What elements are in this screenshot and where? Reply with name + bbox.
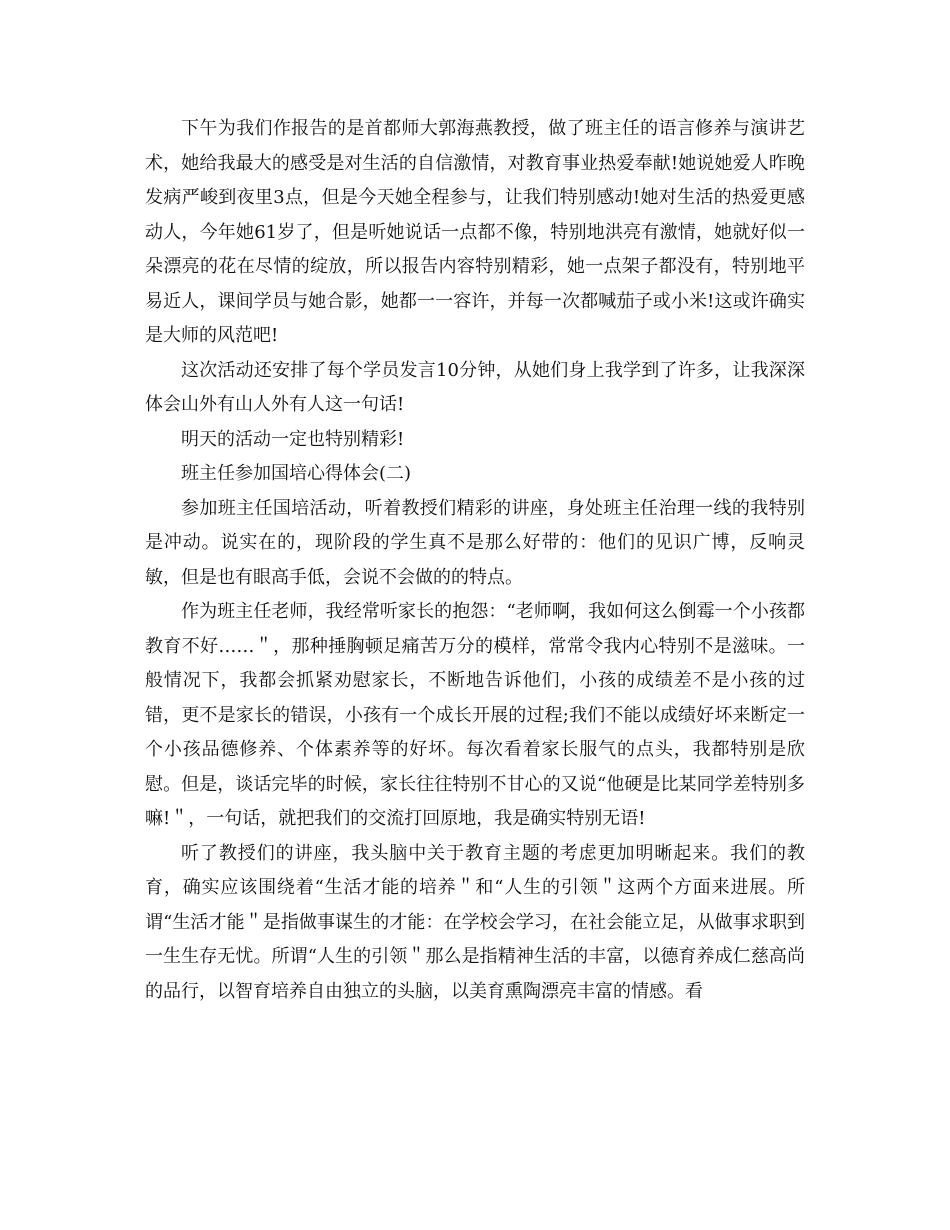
paragraph-tomorrow: 明天的活动一定也特别精彩! <box>181 428 405 450</box>
paragraph-student-speeches: 这次活动还安排了每个学员发言10分钟，从她们身上我学到了许多，让我深深体会山外有山人外有人这一句话! <box>145 359 805 415</box>
paragraph-parent-complaints: 作为班主任老师，我经常听家长的抱怨：“老师啊，我如何这么倒霉一个小孩都教育不好……＂，那种捶胸顿足痛苦万分的模样，常常令我内心特别不是滋味。一般情况下，我都会抓紧劝慰家长，不断地告诉他们，小孩的成绩差不是小孩的过错，更不是家长的错误，小孩有一个成长开展的过程;我们不能以成绩好坏来断定一个小孩品德修养、个体素养等的好坏。每次看着家长服气的点头，我都特别是欣慰。但是，谈话完毕的时候，家长往往特别不甘心的又说“他硬是比某同学差特别多嘛!＂，一句话，就把我们的交流打回原地，我是确实特别无语! <box>145 601 805 829</box>
section-heading: 班主任参加国培心得体会(二) <box>181 463 412 484</box>
document-body <box>145 112 805 1009</box>
paragraph-training-activity: 参加班主任国培活动，听着教授们精彩的讲座，身处班主任治理一线的我特别是冲动。说实在的，现阶段的学生真不是那么好带的：他们的见识广博，反响灵敏，但是也有眼高手低，会说不会做的的特点。 <box>145 497 805 588</box>
paragraph-report-intro: 下午为我们作报告的是首都师大郭海燕教授，做了班主任的语言修养与演讲艺术，她给我最大的感受是对生活的自信激情，对教育事业热爱奉献!她说她爱人昨晚发病严峻到夜里3点，但是今天她全程参与，让我们特别感动!她对生活的热爱更感动人，今年她61岁了，但是听她说话一点都不像，特别地洪亮有激情，她就好似一朵漂亮的花在尽情的绽放，所以报告内容特别精彩，她一点架子都没有，特别地平易近人，课间学员与她合影，她都一一容许，并每一次都喊茄子或小米!这或许确实是大师的风范吧! <box>145 118 805 346</box>
paragraph-education-theme: 听了教授们的讲座，我头脑中关于教育主题的考虑更加明晰起来。我们的教育，确实应该围绕着“生活才能的培养＂和“人生的引领＂这两个方面来进展。所谓“生活才能＂是指做事谋生的才能：在学校会学习，在社会能立足，从做事求职到一生生存无忧。所谓“人生的引领＂那么是指精神生活的丰富，以德育养成仁慈高尚的品行，以智育培养自由独立的头脑，以美育熏陶漂亮丰富的情感。看 <box>145 842 805 1002</box>
